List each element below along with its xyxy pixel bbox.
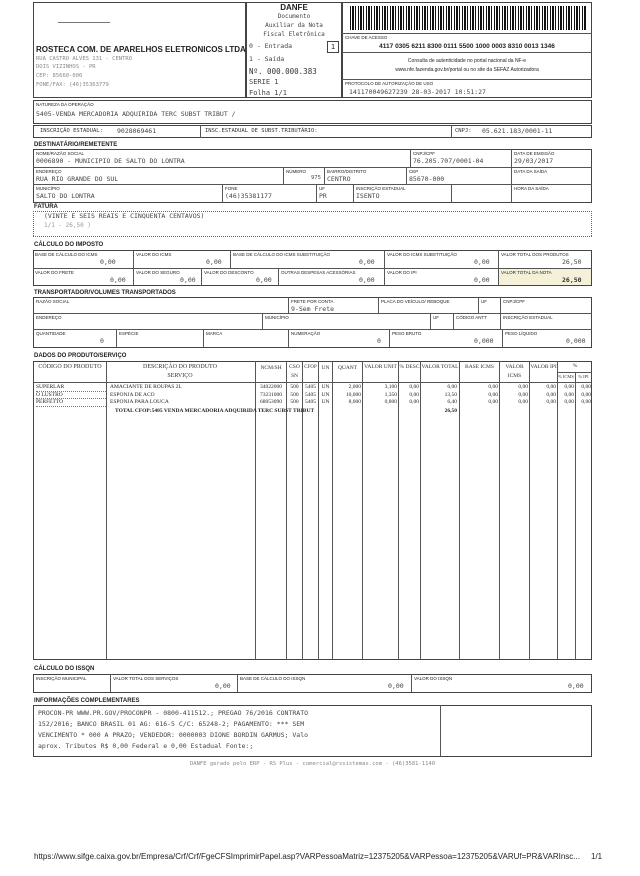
- col-ncm: NCM/SH: [260, 365, 282, 371]
- cell-codigo: SUPERLAR: [36, 384, 65, 390]
- issqn-servicos-value: 0,00: [215, 682, 231, 690]
- cell-valor-unit: 1,350: [384, 391, 397, 398]
- tr-uf-label: UF: [481, 299, 487, 304]
- ie-st-label: INSC.ESTADUAL DE SUBST.TRIBUTÁRIO:: [205, 128, 318, 134]
- dest-numero-label: NÚMERO: [286, 169, 306, 174]
- tipo-saida: 1 - Saída: [249, 55, 285, 63]
- logo-mark: [58, 22, 110, 23]
- imp-icms-value: 0,00: [206, 258, 222, 266]
- tr-especie-label: ESPÉCIE: [119, 331, 139, 336]
- imp-ipi-value: 0,00: [474, 276, 490, 284]
- complementares-title: INFORMAÇÕES COMPLEMENTARES: [34, 698, 140, 704]
- natureza-value: 5405-VENDA MERCADORIA ADQUIRIDA TERC SUBST TRIBUT /: [36, 110, 236, 118]
- emitente-cnpj-label: CNPJ:: [455, 128, 472, 134]
- emitente-name: ROSTECA COM. DE APARELHOS ELETRONICOS LTDA: [36, 45, 246, 54]
- cell-ncm: 34022000: [260, 384, 282, 390]
- complementares-line3: VENCIMENTO * 000 A PRAZO; VENDEDOR: 0000003 DIONE BORDIN GARMUS; Valo: [38, 731, 309, 739]
- col-codigo: CÓDIGO DO PRODUTO: [38, 364, 102, 370]
- issqn-im-label: INSCRIÇÃO MUNICIPAL: [36, 676, 87, 681]
- ie-label: INSCRIÇÃO ESTADUAL:: [40, 128, 103, 134]
- cell-quant: 2,000: [348, 384, 361, 390]
- cell-aliq-ipi: 0,00: [581, 391, 591, 398]
- cell-valor-icms: 0,00: [518, 384, 528, 390]
- dest-fone-label: FONE: [225, 186, 238, 191]
- cell-aliq-icms: 0,00: [564, 399, 574, 405]
- tr-placa-label: PLACA DO VEÍCULO/ REBOQUE: [381, 299, 450, 304]
- dest-cnpj-value: 76.205.707/0001-04: [413, 157, 484, 165]
- tipo-value: 1: [330, 43, 336, 51]
- emitente-cep: CEP: 85660-000: [36, 73, 83, 79]
- imp-icms-st-label: VALOR DO ICMS SUBSTITUIÇÃO: [387, 252, 457, 257]
- complementares-line4: aprox. Tributos R$ 0,00 Federal e 0,00 Estadual Fonte:;: [38, 742, 254, 750]
- tr-municipio-label: MUNICÍPIO: [265, 315, 289, 320]
- cell-valor-icms: 0,00: [518, 399, 528, 405]
- cell-aliq-ipi: 0,00: [581, 384, 591, 390]
- dest-numero-value: 975: [311, 175, 321, 181]
- issqn-valor-label: VALOR DO ISSQN: [414, 676, 453, 681]
- cell-aliq-icms: 0,00: [564, 384, 574, 390]
- col-valor-unit: VALOR UNIT: [364, 364, 397, 370]
- danfe-title: DANFE: [280, 3, 308, 12]
- complementares-line2: 152/2016; BANCO BRASIL 01 AG: 616-5 C/C: 65248-2; PAGAMENTO: *** SEM: [38, 720, 305, 728]
- dest-cnpj-label: CNPJ/CPF: [413, 151, 436, 156]
- cell-valor-total: 6,40: [447, 399, 457, 405]
- row-leader: [36, 406, 106, 407]
- col-cfop: CFOP: [304, 365, 317, 370]
- imp-frete-label: VALOR DO FRETE: [35, 270, 74, 275]
- cell-valor-ipi: 0,00: [546, 399, 556, 405]
- produtos-title: DADOS DO PRODUTO/SERVIÇO: [34, 353, 127, 359]
- cell-aliq-icms: 0,00: [564, 391, 574, 398]
- imp-desconto-label: VALOR DO DESCONTO: [204, 270, 254, 275]
- emitente-address: RUA CASTRO ALVES 131 - CENTRO: [36, 56, 133, 62]
- cell-codigo: O LUSTRO: [36, 391, 63, 398]
- dest-emissao-value: 29/03/2017: [514, 157, 554, 165]
- danfe-sub3: Fiscal Eletrônica: [263, 31, 325, 38]
- col-desc: % DESC: [399, 364, 420, 370]
- imp-total-produtos-value: 26,50: [562, 258, 582, 266]
- dest-bairro-value: CENTRO: [327, 175, 351, 183]
- col-un: UN: [321, 365, 330, 371]
- fatura-title: FATURA: [34, 204, 58, 210]
- imp-ipi-label: VALOR DO IPI: [387, 270, 417, 275]
- imp-total-nota-label: VALOR TOTAL DA NOTA: [501, 270, 552, 275]
- dest-uf-value: PR: [319, 192, 327, 200]
- dest-ie-label: INSCRIÇÃO ESTADUAL: [356, 186, 406, 191]
- cell-desc: 0,00: [409, 391, 419, 398]
- cell-quant: 10,000: [345, 391, 361, 398]
- imp-outras-value: 0,00: [359, 276, 375, 284]
- dest-emissao-label: DATA DE EMISSÃO: [514, 151, 555, 156]
- emitente-city: DOIS VIZINHOS - PR: [36, 64, 96, 70]
- danfe-sub2: Auxiliar da Nota: [265, 22, 323, 29]
- fatura-line1: (VINTE E SEIS REAIS E CINQUENTA CENTAVOS): [44, 212, 205, 220]
- cell-descricao: ESPONJA PARA LOUCA: [110, 399, 169, 405]
- col-aliq-ipi: % IPI: [578, 374, 589, 379]
- cell-aliq-ipi: 0,00: [581, 399, 591, 405]
- protocolo-value: 141170049627239 28-03-2017 10:51:27: [349, 88, 486, 96]
- tr-ie-label: INSCRIÇÃO ESTADUAL: [503, 315, 553, 320]
- issqn-base-label: BASE DE CÁLCULO DO ISSQN: [240, 676, 306, 681]
- tr-numeracao-value: 0: [377, 337, 381, 345]
- tr-razao-label: RAZÃO SOCIAL: [36, 299, 70, 304]
- dest-nome-label: NOME/RAZÃO SOCIAL: [36, 151, 85, 156]
- dest-fone-value: (46)35381177: [225, 192, 272, 200]
- ie-value: 9028069461: [117, 127, 157, 135]
- cell-cfop: 5405: [305, 399, 316, 405]
- cell-cso: 500: [290, 399, 299, 405]
- col-valor-total: VALOR TOTAL: [421, 364, 459, 370]
- fatura-line2: 1/1 - 26,50 ): [44, 222, 91, 229]
- cell-quant: 8,000: [348, 399, 361, 405]
- dest-bairro-label: BAIRRO/DISTRITO: [327, 169, 367, 174]
- issqn-base-value: 0,00: [388, 682, 404, 690]
- tr-endereco-label: ENDEREÇO: [36, 315, 62, 320]
- imp-icms-st-value: 0,00: [474, 258, 490, 266]
- imp-total-nota-value: 26,50: [562, 276, 582, 284]
- cell-un: UN: [321, 384, 330, 390]
- cell-valor-unit: 0,800: [384, 399, 397, 405]
- natureza-label: NATUREZA DA OPERAÇÃO: [36, 102, 94, 107]
- nota-folha: Folha 1/1: [249, 89, 287, 97]
- tr-frete-label: FRETE POR CONTA: [291, 299, 334, 304]
- tr-liquido-value: 0,000: [566, 337, 586, 345]
- cell-base-icms: 0,00: [488, 391, 498, 398]
- protocolo-label: PROTOCOLO DE AUTORIZAÇÃO DE USO: [345, 81, 434, 86]
- cell-cfop: 5405: [305, 384, 316, 390]
- cell-codigo: PERFETTO: [36, 399, 64, 405]
- dest-saida-label: DATA DA SAÍDA: [514, 169, 548, 174]
- issqn-valor-value: 0,00: [568, 682, 584, 690]
- cell-base-icms: 0,00: [488, 384, 498, 390]
- imp-desconto-value: 0,00: [256, 276, 272, 284]
- cell-valor-total: 6,00: [447, 384, 457, 390]
- tr-qtd-label: QUANTIDADE: [36, 331, 66, 336]
- complementares-line1: PROCON-PR WWW.PR.GOV/PROCONPR - 0800-411512.; PREGAO 76/2016 CONTRATO: [38, 709, 309, 717]
- tr-bruto-value: 0,000: [474, 337, 494, 345]
- issqn-title: CÁLCULO DO ISSQN: [34, 666, 95, 672]
- nota-serie: SERIE 1: [249, 78, 279, 86]
- dest-endereco-value: RUA RIO GRANDE DO SUL: [36, 175, 119, 183]
- dest-cep-label: CEP: [409, 169, 419, 174]
- cell-cso: 500: [290, 391, 299, 398]
- dest-municipio-value: SALTO DO LONTRA: [36, 192, 95, 200]
- consulta-line1: Consulta de autenticidade no portal nacional da NF-e: [407, 58, 527, 64]
- dest-nome-value: 0006890 - MUNICIPIO DE SALTO DO LONTRA: [36, 157, 185, 165]
- dest-uf-label: UF: [319, 186, 325, 191]
- produtos-box: [33, 361, 592, 660]
- cell-ncm: 73231000: [260, 391, 282, 398]
- tr-marca-label: MARCA: [206, 331, 223, 336]
- dest-municipio-label: MUNICÍPIO: [36, 186, 60, 191]
- dest-ie-value: ISENTO: [356, 192, 380, 200]
- tipo-entrada: 0 - Entrada: [249, 42, 293, 50]
- consulta-line2: www.nfe.fazenda.gov.br/portal ou no site da SEFAZ Autorizadora: [395, 67, 539, 73]
- total-cfop-value: 26,50: [444, 408, 457, 414]
- tr-liquido-label: PESO LÍQUIDO: [505, 331, 538, 336]
- dest-cep-value: 85670-000: [409, 175, 445, 183]
- cell-un: UN: [321, 399, 330, 405]
- cell-ncm: 68053090: [260, 399, 282, 405]
- cell-valor-ipi: 0,00: [546, 384, 556, 390]
- print-page: 1/1: [591, 852, 603, 861]
- col-base-icms: BASE ICMS: [465, 364, 494, 370]
- danfe-sub1: Documento: [277, 13, 311, 20]
- emitente-cnpj-value: 05.621.183/0001-11: [482, 127, 553, 135]
- total-cfop-line: TOTAL CFOP:5405 VENDA MERCADORIA ADQUIRIDA TERC SUBST TRIBUT: [115, 408, 315, 414]
- cell-cfop: 5405: [305, 391, 316, 398]
- cell-valor-ipi: 0,00: [546, 391, 556, 398]
- imp-seguro-value: 0,00: [180, 276, 196, 284]
- tr-numeracao-label: NUMERAÇÃO: [291, 331, 321, 336]
- cell-descricao: AMACIANTE DE ROUPAS 2L: [110, 384, 182, 390]
- cell-cso: 500: [290, 384, 299, 390]
- col-quant: QUANT: [337, 365, 358, 371]
- cell-valor-icms: 0,00: [518, 391, 528, 398]
- cell-valor-total: 13,50: [444, 391, 457, 398]
- cell-desc: 0,00: [409, 399, 419, 405]
- cell-descricao: ESPONJA DE ACO: [110, 391, 155, 398]
- issqn-servicos-label: VALOR TOTAL DOS SERVIÇOS: [113, 676, 179, 681]
- emitente-phone: FONE/FAX: (46)35363779: [36, 82, 109, 88]
- cell-valor-unit: 3,100: [384, 384, 397, 390]
- imp-total-produtos-label: VALOR TOTAL DOS PRODUTOS: [501, 252, 569, 257]
- chave-value: 4117 0305 6211 8300 0111 5500 1000 0003 8310 0013 1346: [379, 43, 555, 50]
- col-aliq-header: %: [572, 363, 578, 369]
- print-url: https://www.sifge.caixa.gov.br/Empresa/Crf/Crf/FgeCFSImprimirPapel.asp?VARPessoaMatriz=12375205&VARPessoa=12375205&VARUf=PR&VARInsc...: [34, 852, 580, 861]
- tr-uf2-label: UF: [433, 315, 439, 320]
- imp-frete-value: 0,00: [110, 276, 126, 284]
- imp-base-icms-value: 0,00: [100, 258, 116, 266]
- imp-outras-label: OUTRAS DESPESAS ACESSÓRIAS: [281, 270, 356, 275]
- cell-desc: 0,00: [409, 384, 419, 390]
- imp-seguro-label: VALOR DO SEGURO: [136, 270, 180, 275]
- dest-hora-label: HORA DA SAÍDA: [514, 186, 549, 191]
- nota-numero: Nº. 000.000.383: [249, 67, 317, 76]
- tr-cnpj-label: CNPJ/CPF: [503, 299, 526, 304]
- barcode-image: [350, 6, 586, 30]
- transporte-title: TRANSPORTADOR/VOLUMES TRANSPORTADOS: [34, 290, 176, 296]
- col-cso: CSO SN: [289, 364, 300, 379]
- tr-antt-label: CÓDIGO ANTT: [456, 315, 488, 320]
- cell-base-icms: 0,00: [488, 399, 498, 405]
- tr-frete-value: 9-Sem Frete: [291, 305, 335, 313]
- imp-base-st-value: 0,00: [359, 258, 375, 266]
- tr-qtd-value: 0: [100, 337, 104, 345]
- col-valor-ipi: VALOR IPI: [530, 364, 557, 370]
- imp-base-st-label: BASE DE CÁLCULO DO ICMS SUBSTITUIÇÃO: [233, 252, 331, 257]
- col-valor-icms: VALOR ICMS: [505, 364, 524, 379]
- col-descricao: DESCRIÇÃO DO PRODUTO SERVIÇO: [143, 364, 217, 379]
- danfe-gerado: DANFE gerado pelo ERP - RS Plus - comercial@rssistemas.com - (46)3581-1140: [189, 761, 436, 767]
- col-aliq-icms: % ICMS: [558, 374, 574, 379]
- chave-label: CHAVE DE ACESSO: [345, 35, 388, 40]
- tr-bruto-label: PESO BRUTO: [392, 331, 422, 336]
- destinatario-title: DESTINATÁRIO/REMETENTE: [34, 142, 118, 148]
- imposto-title: CÁLCULO DO IMPOSTO: [34, 242, 104, 248]
- cell-un: UN: [321, 391, 330, 398]
- imp-icms-label: VALOR DO ICMS: [136, 252, 172, 257]
- imp-base-icms-label: BASE DE CÁLCULO DO ICMS: [35, 252, 98, 257]
- dest-endereco-label: ENDEREÇO: [36, 169, 62, 174]
